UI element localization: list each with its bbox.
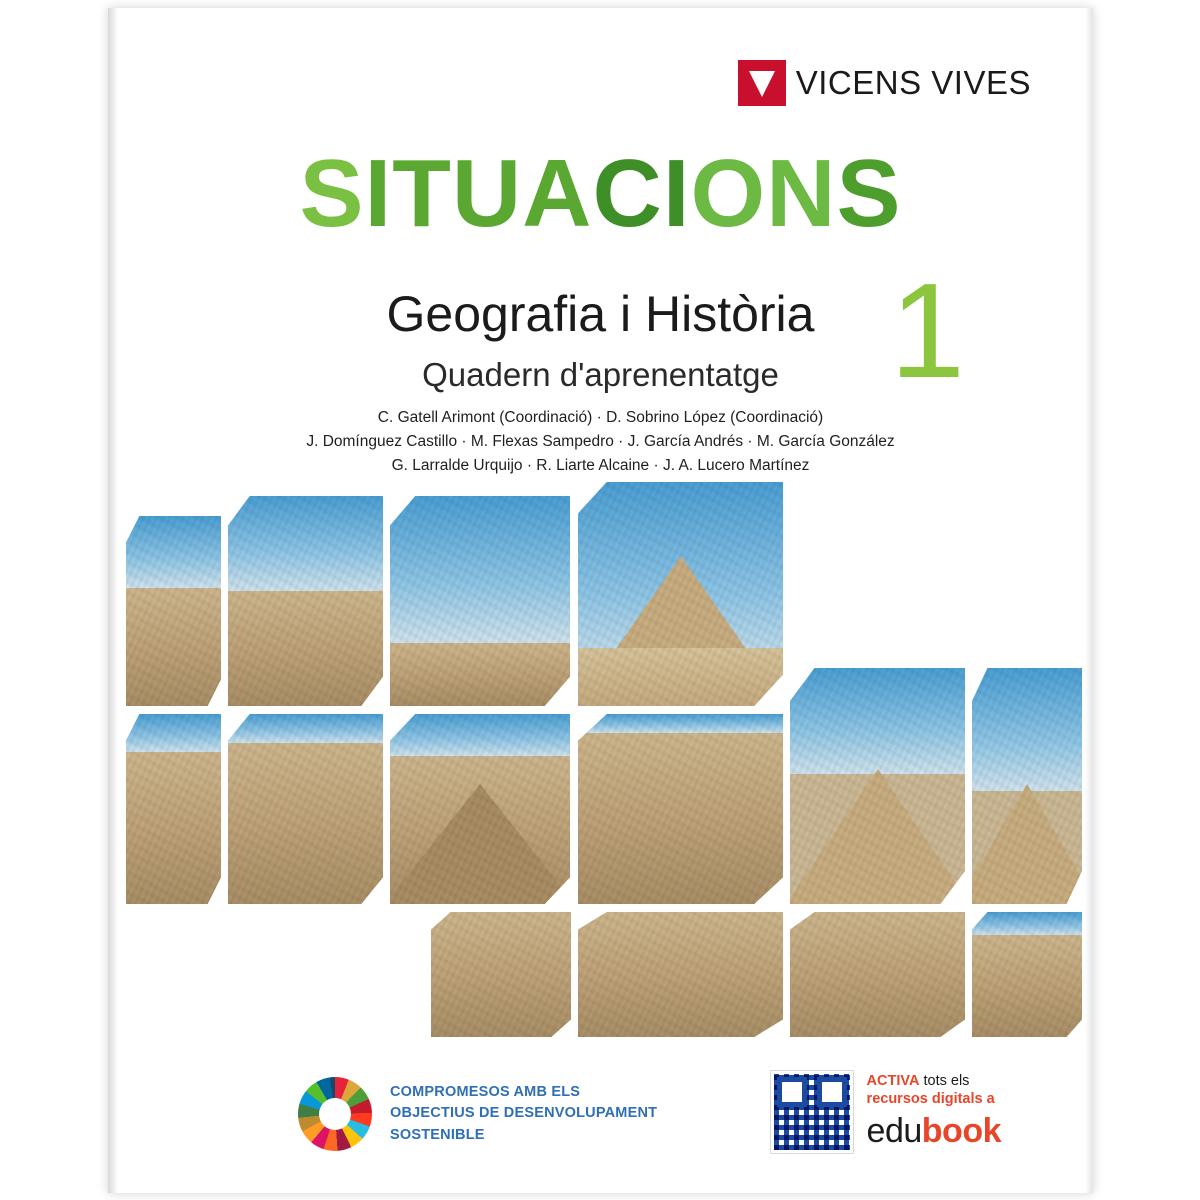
authors-line-2: J. Domínguez Castillo · M. Flexas Sampedro · J. García Andrés · M. García González	[306, 433, 895, 451]
sdg-badge	[298, 1077, 657, 1151]
activa-keyword: ACTIVA	[866, 1072, 920, 1089]
mosaic-tile	[972, 668, 1082, 904]
subject-title: Geografia i Història	[386, 286, 815, 342]
mosaic-tile	[578, 714, 783, 904]
activa-edubook-badge	[771, 1071, 1001, 1153]
page-title	[108, 140, 1093, 247]
activa-line-2: recursos digitals a	[866, 1090, 995, 1107]
edubook-wordmark	[867, 1110, 1001, 1153]
mosaic-tile	[431, 912, 571, 1037]
title-part-4: ON	[690, 140, 837, 247]
publisher-logo	[738, 60, 1031, 106]
sdg-line-1: COMPROMESOS AMB ELS	[390, 1084, 581, 1101]
mosaic-tile	[390, 714, 570, 904]
title-part-3: CI	[592, 140, 691, 247]
mosaic-tile	[126, 714, 221, 904]
mosaic-tile	[790, 668, 965, 904]
mosaic-tile	[790, 912, 965, 1037]
vicens-vives-v-mark-icon	[738, 60, 786, 106]
mosaic-tile	[578, 482, 783, 706]
sdg-badge-text	[390, 1082, 657, 1145]
cover-page	[108, 8, 1093, 1193]
mosaic-tile	[578, 912, 783, 1037]
qr-code-icon[interactable]	[771, 1071, 853, 1153]
title-part-5: S	[836, 140, 902, 247]
title-part-1: S	[299, 140, 365, 247]
mosaic-tile	[390, 496, 570, 706]
authors-line-1: C. Gatell Arimont (Coordinació) · D. Sobrino López (Coordinació)	[377, 409, 824, 426]
title-part-2: ITUA	[364, 140, 593, 247]
authors-line-3: G. Larralde Urquijo · R. Liarte Alcaine · J. A. Lucero Martínez	[391, 457, 810, 475]
mosaic-tile	[126, 516, 221, 706]
activa-line-1-rest: tots els	[919, 1072, 970, 1089]
sdg-line-2: OBJECTIUS DE DESENVOLUPAMENT	[390, 1105, 658, 1122]
edubook-prefix: edu	[866, 1111, 922, 1150]
sdg-color-wheel-icon	[298, 1077, 372, 1151]
sdg-line-3: SOSTENIBLE	[390, 1126, 485, 1143]
mosaic-tile	[972, 912, 1082, 1037]
cover-subtitle: Quadern d'aprenentatge	[422, 356, 779, 393]
mosaic-tile	[228, 714, 383, 904]
level-number: 1	[889, 255, 965, 406]
authors-block	[108, 406, 1093, 478]
activa-text-block	[867, 1072, 1001, 1153]
cover-photo-mosaic	[108, 478, 1093, 1038]
edubook-suffix: book	[921, 1111, 1001, 1150]
activa-line-1	[867, 1072, 1001, 1090]
mosaic-tile	[228, 496, 383, 706]
publisher-name: VICENS VIVES	[795, 64, 1031, 101]
